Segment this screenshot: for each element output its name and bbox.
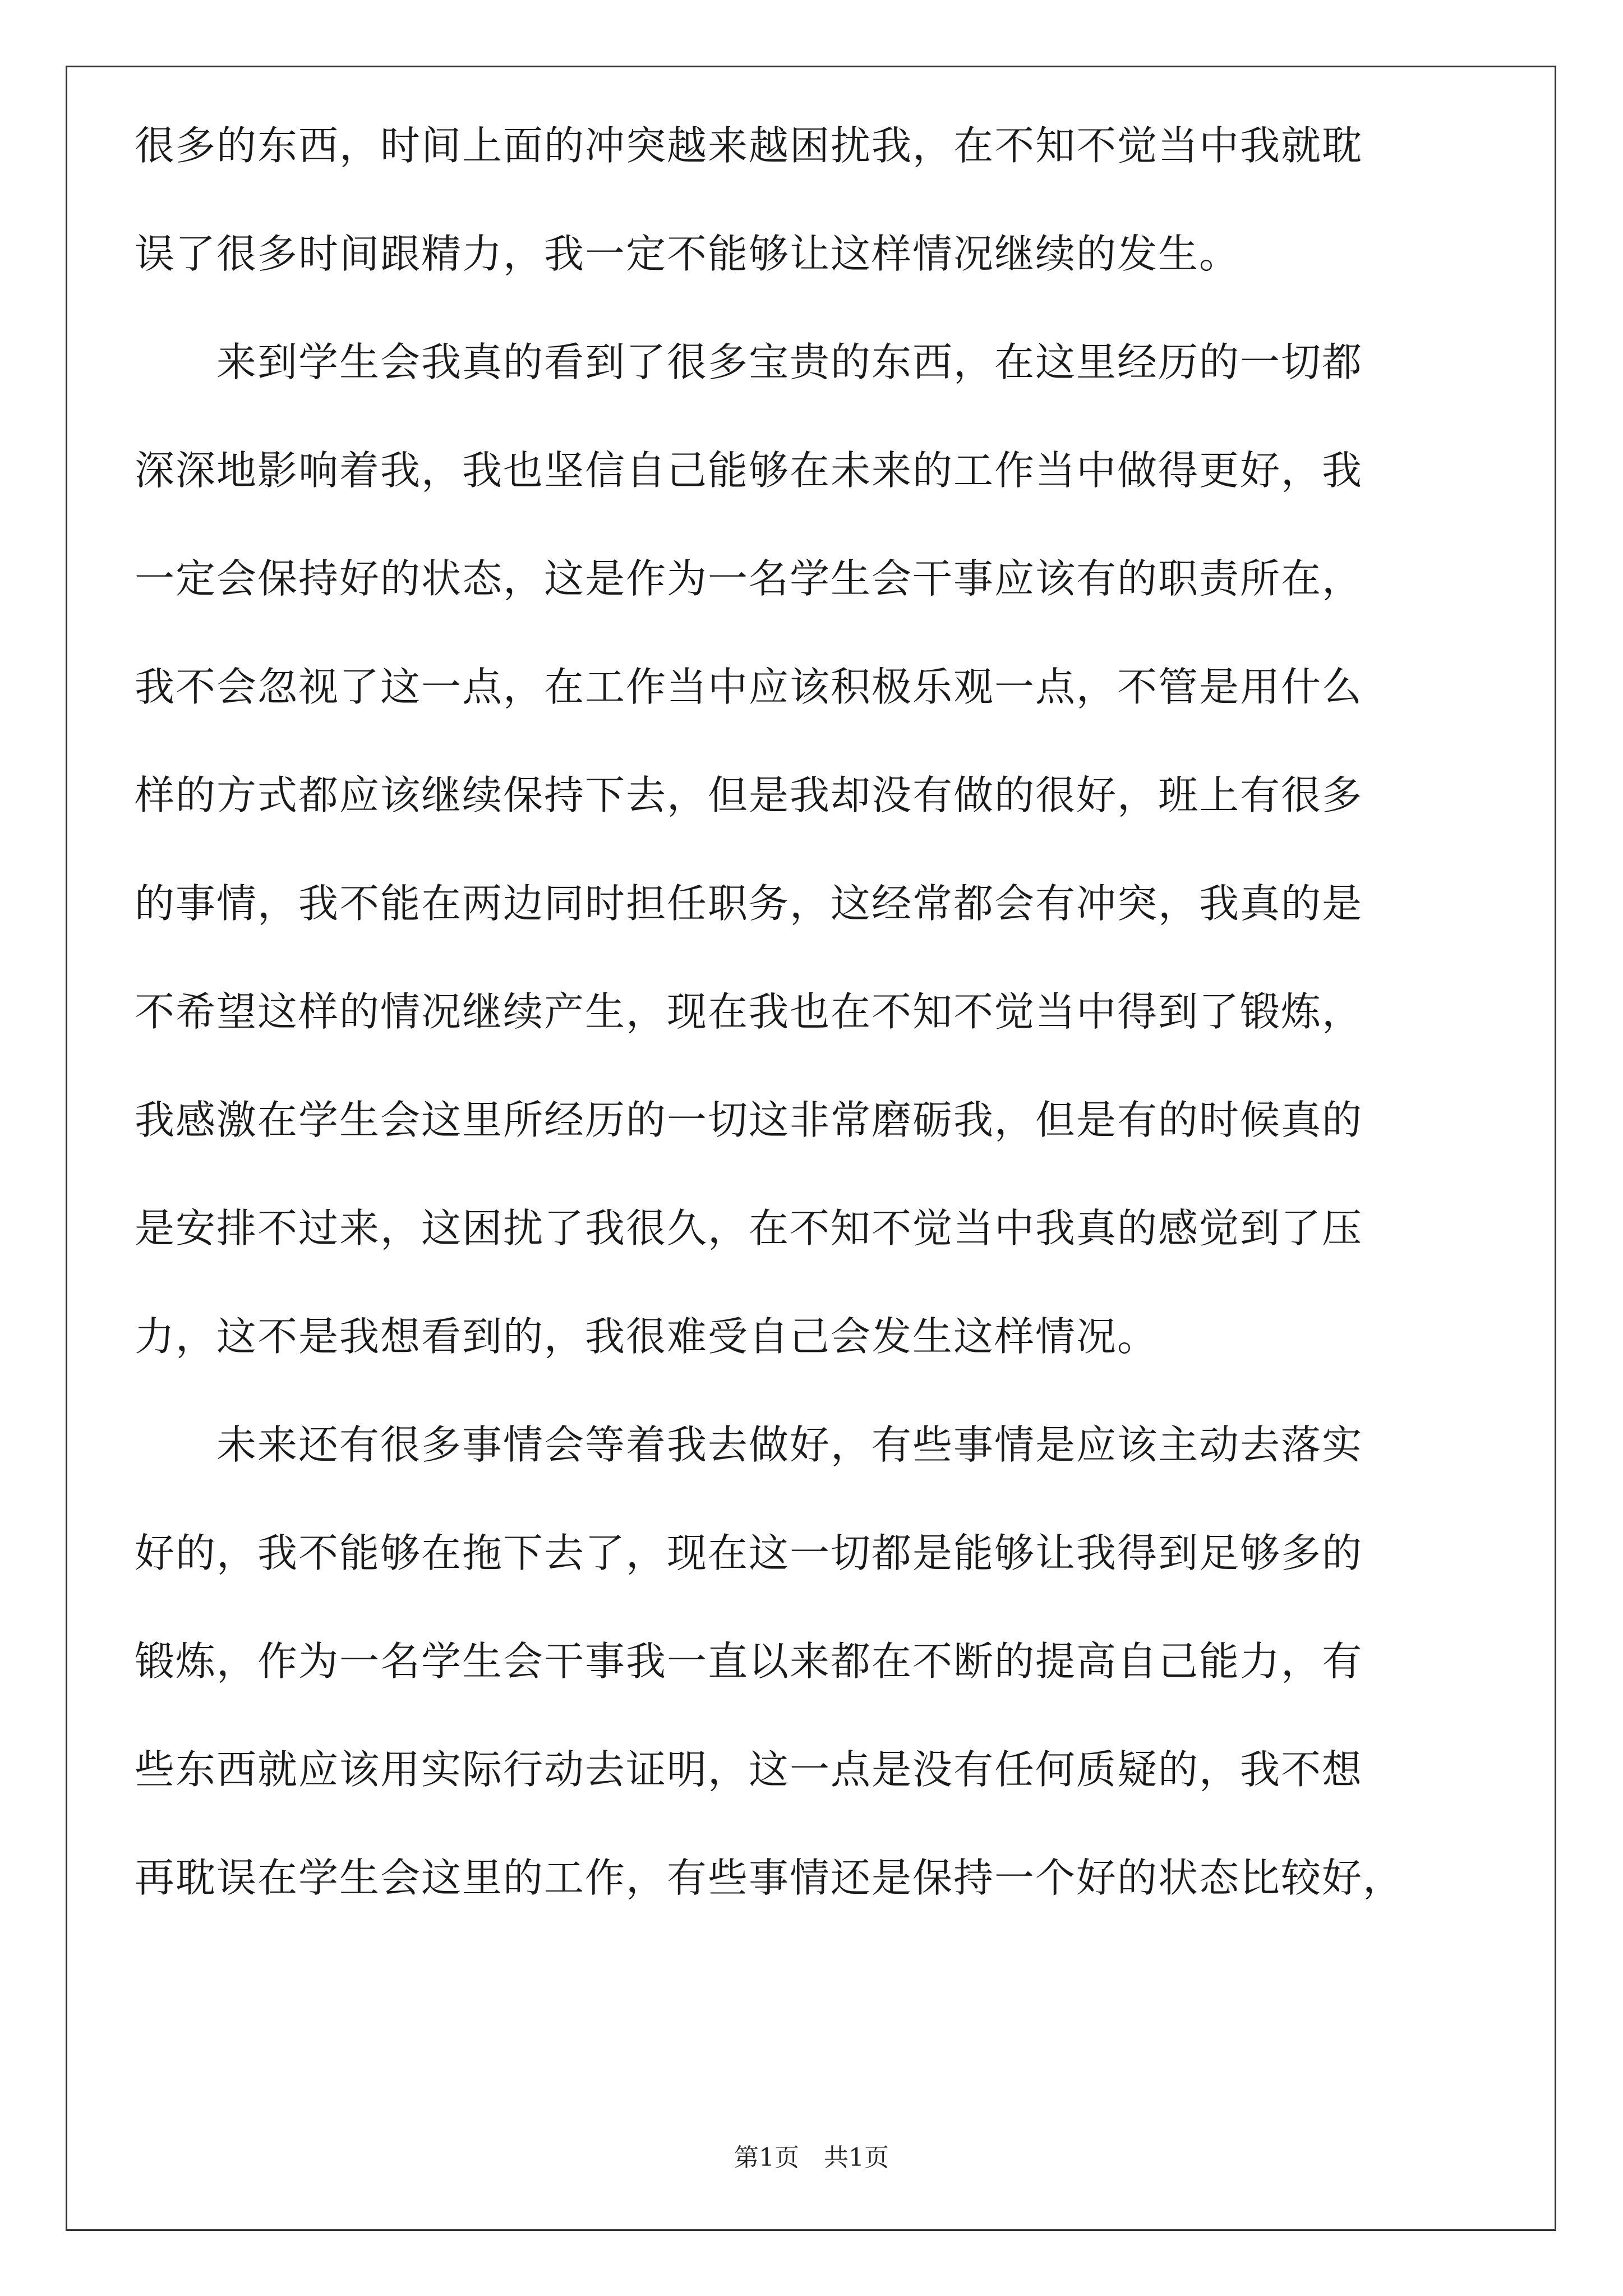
text-line: 一定会保持好的状态，这是作为一名学生会干事应该有的职责所在，: [135, 555, 1363, 602]
text-line: 不希望这样的情况继续产生，现在我也在不知不觉当中得到了锻炼，: [135, 988, 1363, 1035]
text-line: 锻炼，作为一名学生会干事我一直以来都在不断的提高自己能力，有: [135, 1638, 1363, 1685]
text-line: 再耽误在学生会这里的工作，有些事情还是保持一个好的状态比较好，: [135, 1855, 1404, 1901]
paragraph-start-line: 未来还有很多事情会等着我去做好，有些事情是应该主动去落实: [216, 1421, 1363, 1468]
text-line: 深深地影响着我，我也坚信自己能够在未来的工作当中做得更好，我: [135, 447, 1363, 494]
text-line: 是安排不过来，这困扰了我很久，在不知不觉当中我真的感觉到了压: [135, 1205, 1363, 1251]
text-line: 误了很多时间跟精力，我一定不能够让这样情况继续的发生。: [135, 231, 1241, 277]
text-line: 很多的东西，时间上面的冲突越来越困扰我，在不知不觉当中我就耽: [135, 122, 1363, 169]
document-body: [135, 91, 1430, 1932]
text-line: 我感激在学生会这里所经历的一切这非常磨砺我，但是有的时候真的: [135, 1097, 1363, 1143]
text-line: 些东西就应该用实际行动去证明，这一点是没有任何质疑的，我不想: [135, 1746, 1363, 1793]
text-line: 力，这不是我想看到的，我很难受自己会发生这样情况。: [135, 1313, 1159, 1360]
text-line: 我不会忽视了这一点，在工作当中应该积极乐观一点，不管是用什么: [135, 664, 1363, 710]
text-line: 好的，我不能够在拖下去了，现在这一切都是能够让我得到足够多的: [135, 1530, 1363, 1576]
text-line: 的事情，我不能在两边同时担任职务，这经常都会有冲突，我真的是: [135, 880, 1363, 927]
text-line: 样的方式都应该继续保持下去，但是我却没有做的很好，班上有很多: [135, 772, 1363, 818]
page-footer: 第1页 共1页: [734, 2143, 889, 2172]
paragraph-start-line: 来到学生会我真的看到了很多宝贵的东西，在这里经历的一切都: [216, 339, 1363, 385]
